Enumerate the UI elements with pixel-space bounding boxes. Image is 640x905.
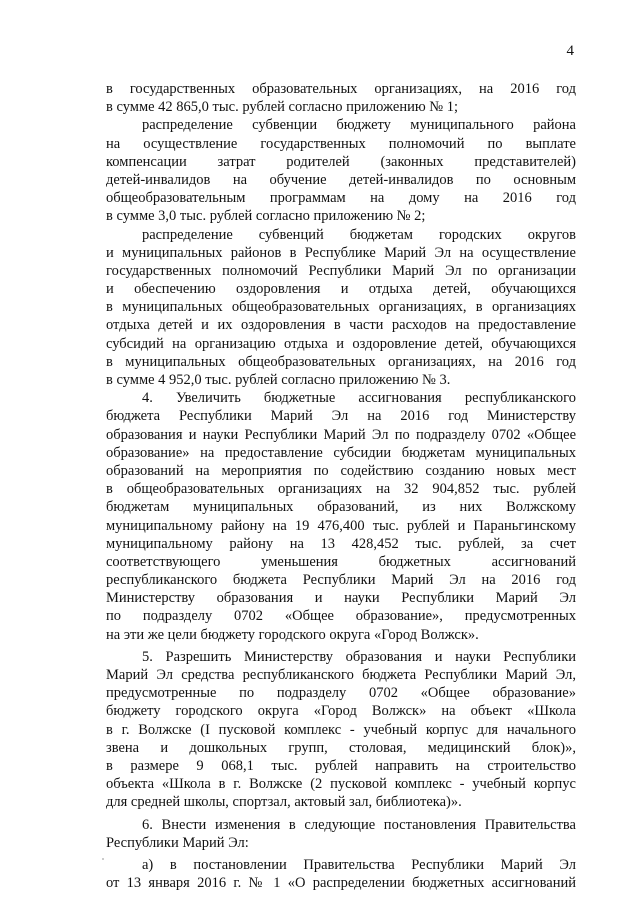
text-line: объекта «Школа в г. Волжске (2 пусковой комплекс - учебный корпус [106, 776, 576, 793]
text-line: для средней школы, спортзал, актовый зал, библиотека)». [106, 794, 462, 811]
text-line: компенсации затрат родителей (законных представителей) [106, 153, 576, 170]
text-line: а) в постановлении Правительства Республики Марий Эл [142, 856, 576, 873]
text-line: в муниципальных общеобразовательных организациях, на 2016 год [106, 353, 576, 370]
text-line: муниципальному району на 19 476,400 тыс. рублей и Параньгинскому [106, 517, 576, 534]
text-line: на эти же цели бюджету городского округа «Город Волжск». [106, 626, 479, 643]
text-line: образование» на предоставление субсидии бюджетам муниципальных [106, 444, 576, 461]
text-line: образований на мероприятия по содействию созданию новых мест [106, 462, 576, 479]
text-line: бюджетам муниципальных образований, из них Волжскому [106, 499, 576, 516]
text-line: по подразделу 0702 «Общее образование», предусмотренных [106, 608, 576, 625]
text-line: и обеспечению оздоровления и отдыха детей, обучающихся [106, 281, 576, 298]
text-line: субсидий на организацию отдыха и оздоровление детей, обучающихся [106, 335, 576, 352]
text-line: детей-инвалидов на обучение детей-инвалидов по основным [106, 171, 576, 188]
text-line: в государственных образовательных организациях, на 2016 год [106, 81, 576, 97]
text-line: в общеобразовательных организациях на 32 904,852 тыс. рублей [106, 481, 576, 498]
text-line: 6. Внести изменения в следующие постановления Правительства [142, 816, 576, 833]
text-line: соответствующего уменьшения бюджетных ассигнований [106, 553, 576, 570]
text-line: и муниципальных районов в Республике Марий Эл на осуществление [106, 244, 576, 261]
text-line: бюджета Республики Марий Эл на 2016 год Министерству [106, 408, 576, 425]
text-line: распределение субвенций бюджетам городских округов [142, 226, 576, 243]
text-line: распределение субвенции бюджету муниципального района [142, 117, 576, 134]
text-line: в муниципальных общеобразовательных организациях, в организациях [106, 299, 576, 316]
text-line: отдыха детей и их оздоровления в части расходов на предоставление [106, 317, 576, 334]
text-line: Марий Эл средства республиканского бюджета Республики Марий Эл, [106, 667, 576, 683]
text-line: в размере 9 068,1 тыс. рублей направить на строительство [106, 757, 576, 774]
text-line: звена и дошкольных групп, столовая, медицинский блок)», [106, 739, 576, 756]
text-line: 4. Увеличить бюджетные ассигнования республиканского [142, 390, 576, 407]
text-line: в сумме 3,0 тыс. рублей согласно приложению № 2; [106, 208, 426, 225]
text-line: в г. Волжске (I пусковой комплекс - учебный корпус для начального [106, 721, 576, 738]
text-line: на осуществление государственных полномочий по выплате [106, 135, 576, 152]
page-number: 4 [566, 43, 574, 59]
document-body [106, 80, 576, 892]
text-line: республиканского бюджета Республики Марий Эл на 2016 год [106, 572, 576, 589]
text-line: в сумме 4 952,0 тыс. рублей согласно приложению № 3. [106, 372, 451, 388]
text-line: Министерству образования и науки Республики Марий Эл [106, 590, 576, 607]
text-line: общеобразовательным программам на дому на 2016 год [106, 190, 576, 207]
text-line: муниципальному району на 13 428,452 тыс. рублей, за счет [106, 535, 576, 552]
text-line: бюджету городского округа «Город Волжск» на объект «Школа [106, 703, 576, 720]
text-line: 5. Разрешить Министерству образования и науки Республики [142, 648, 576, 665]
text-line: государственных полномочий Республики Марий Эл по организации [106, 262, 576, 279]
text-line: образования и науки Республики Марий Эл по подразделу 0702 «Общее [106, 426, 576, 443]
text-line: Республики Марий Эл: [106, 834, 249, 851]
text-line: от 13 января 2016 г. № 1 «О распределении бюджетных ассигнований [106, 875, 576, 892]
text-line: предусмотренные по подразделу 0702 «Общее образование» [106, 685, 576, 702]
text-line: в сумме 42 865,0 тыс. рублей согласно приложению № 1; [106, 99, 459, 116]
scan-speck [102, 858, 104, 860]
